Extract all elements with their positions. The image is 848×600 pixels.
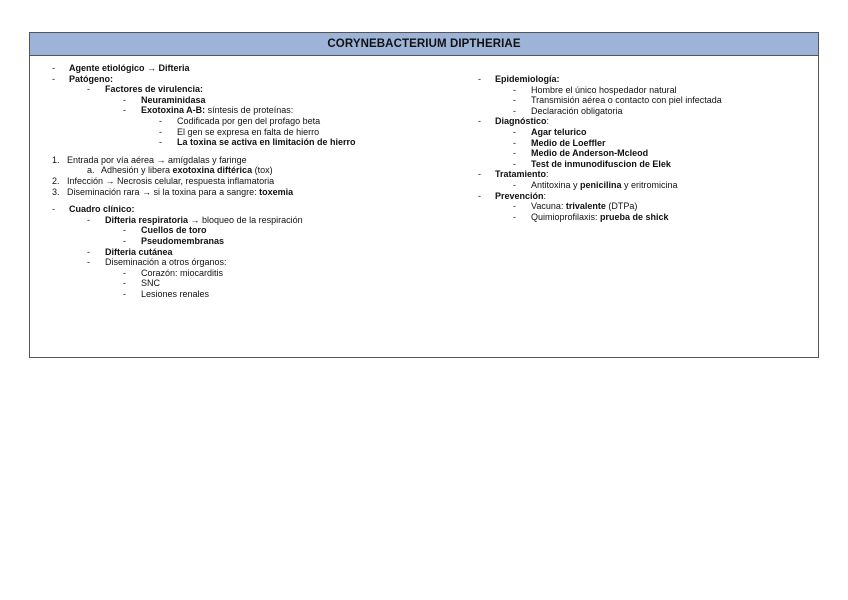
list-item: [478, 212, 808, 223]
list-item: [478, 201, 808, 212]
tratamiento-text: y eritromicina: [621, 179, 678, 190]
prevencion-text: Vacuna:: [531, 201, 566, 212]
list-item: [52, 278, 472, 289]
colon: :: [543, 190, 547, 201]
bullet-dash: -: [513, 95, 516, 106]
exotoxina-text: síntesis de proteínas:: [205, 105, 294, 116]
tratamiento-emphasis: penicilina: [580, 179, 622, 190]
right-column: [478, 74, 808, 222]
step-text: Entrada por vía aérea → amígdalas y faringe: [67, 154, 247, 165]
bullet-dash: -: [159, 115, 162, 126]
list-item: [52, 268, 472, 279]
bullet-dash: -: [123, 235, 126, 246]
step-text: Diseminación rara → si la toxina para a sangre:: [67, 186, 260, 197]
factores-heading: Factores de virulencia:: [105, 84, 204, 95]
document-title: CORYNEBACTERIUM DIPTHERIAE: [30, 33, 818, 56]
organ-item: Corazón: miocarditis: [141, 267, 224, 278]
step-text: Infección → Necrosis celular, respuesta inflamatoria: [67, 175, 275, 186]
agente-value: Difteria: [158, 63, 190, 73]
prevencion-heading: Prevención: [495, 190, 544, 201]
step-emphasis: toxemia: [259, 186, 294, 197]
item-letter: a.: [87, 165, 95, 176]
diseminacion-heading: Diseminación a otros órganos:: [105, 257, 227, 268]
list-item: [52, 215, 472, 226]
numbered-item: [52, 176, 472, 187]
patogeno-heading: Patógeno:: [69, 73, 113, 84]
colon: :: [546, 116, 550, 127]
bullet-dash: -: [87, 84, 90, 95]
epidemiologia-heading: Epidemiología:: [495, 74, 560, 84]
diagnostico-item: Agar telurico: [531, 126, 587, 137]
arrow: →: [144, 63, 159, 73]
document-card: [29, 32, 819, 358]
tratamiento-heading: Tratamiento: [495, 169, 547, 180]
bullet-dash: -: [52, 63, 55, 73]
list-item: [52, 236, 472, 247]
list-item: [52, 84, 472, 95]
list-item: [52, 116, 472, 127]
bullet-dash: -: [513, 105, 516, 116]
list-item: [52, 289, 472, 300]
bullet-dash: -: [513, 179, 516, 190]
cuadro-heading: Cuadro clínico:: [69, 204, 135, 215]
list-item: [478, 180, 808, 191]
step-text: Adhesión y libera: [101, 165, 173, 176]
bullet-dash: -: [513, 211, 516, 222]
list-item: [478, 106, 808, 117]
agente-label: Agente etiológico: [69, 63, 145, 73]
list-item: [52, 74, 472, 85]
list-item: [52, 247, 472, 258]
bullet-dash: -: [123, 225, 126, 236]
neuraminidasa-item: Neuraminidasa: [141, 94, 206, 105]
left-column: [52, 63, 472, 299]
numbered-item: [52, 155, 472, 166]
organ-item: SNC: [141, 278, 161, 289]
list-item: [52, 257, 472, 268]
bullet-dash: -: [87, 214, 90, 225]
cuellos-item: Cuellos de toro: [141, 225, 207, 236]
bullet-dash: -: [478, 169, 481, 180]
diagnostico-item: Medio de Loeffler: [531, 137, 606, 148]
list-item: [52, 204, 472, 215]
list-item: [478, 85, 808, 96]
exotoxina-label: Exotoxina A-B:: [141, 105, 206, 116]
list-item: [52, 105, 472, 116]
list-item: [478, 74, 808, 85]
exotoxina-detail: El gen se expresa en falta de hierro: [177, 126, 320, 137]
bullet-dash: -: [159, 126, 162, 137]
difteria-cutanea: Difteria cutánea: [105, 246, 173, 257]
step-emphasis: exotoxina diftérica: [172, 165, 253, 176]
list-item: [478, 159, 808, 170]
list-item: [478, 138, 808, 149]
difteria-respiratoria-text: → bloqueo de la respiración: [188, 214, 303, 225]
bullet-dash: -: [478, 74, 481, 84]
item-number: 1.: [52, 154, 60, 165]
list-item: [478, 116, 808, 127]
bullet-dash: -: [513, 201, 516, 212]
list-item: [52, 127, 472, 138]
list-item: [478, 127, 808, 138]
list-item: [52, 63, 472, 74]
exotoxina-detail: La toxina se activa en limitación de hierro: [177, 137, 356, 148]
list-item: [478, 169, 808, 180]
numbered-item: [52, 165, 472, 176]
bullet-dash: -: [478, 116, 481, 127]
list-item: [478, 148, 808, 159]
diagnostico-item: Medio de Anderson-Mcleod: [531, 148, 649, 159]
exotoxina-detail: Codificada por gen del profago beta: [177, 115, 321, 126]
bullet-dash: -: [513, 158, 516, 169]
bullet-dash: -: [123, 278, 126, 289]
bullet-dash: -: [513, 126, 516, 137]
bullet-dash: -: [123, 288, 126, 299]
epidemiologia-item: Transmisión aérea o contacto con piel infectada: [531, 95, 722, 106]
numbered-item: [52, 187, 472, 198]
prevencion-text: (DTPa): [605, 201, 638, 212]
bullet-dash: -: [513, 84, 516, 95]
bullet-dash: -: [52, 73, 55, 84]
bullet-dash: -: [159, 137, 162, 148]
bullet-dash: -: [123, 105, 126, 116]
prevencion-emphasis: trivalente: [565, 201, 606, 212]
diagnostico-item: Test de inmunodifuscion de Elek: [531, 158, 671, 169]
bullet-dash: -: [87, 257, 90, 268]
list-item: [478, 191, 808, 202]
list-item: [52, 137, 472, 148]
list-item: [52, 225, 472, 236]
tratamiento-text: Antitoxina y: [531, 179, 581, 190]
bullet-dash: -: [513, 137, 516, 148]
item-number: 3.: [52, 186, 60, 197]
pseudomembranas-item: Pseudomembranas: [141, 235, 225, 246]
organ-item: Lesiones renales: [141, 288, 210, 299]
item-number: 2.: [52, 175, 60, 186]
prevencion-text: Quimioprofilaxis:: [531, 211, 601, 222]
bullet-dash: -: [87, 246, 90, 257]
bullet-dash: -: [478, 190, 481, 201]
prevencion-emphasis: prueba de shick: [600, 211, 669, 222]
bullet-dash: -: [52, 204, 55, 215]
step-text: (tox): [252, 165, 273, 176]
colon: :: [546, 169, 549, 180]
difteria-respiratoria: Difteria respiratoria: [105, 214, 189, 225]
diagnostico-heading: Diagnóstico: [495, 116, 547, 127]
list-item: [478, 95, 808, 106]
epidemiologia-item: Declaración obligatoria: [531, 105, 623, 116]
bullet-dash: -: [123, 267, 126, 278]
bullet-dash: -: [123, 94, 126, 105]
list-item: [52, 95, 472, 106]
bullet-dash: -: [513, 148, 516, 159]
epidemiologia-item: Hombre el único hospedador natural: [531, 84, 677, 95]
